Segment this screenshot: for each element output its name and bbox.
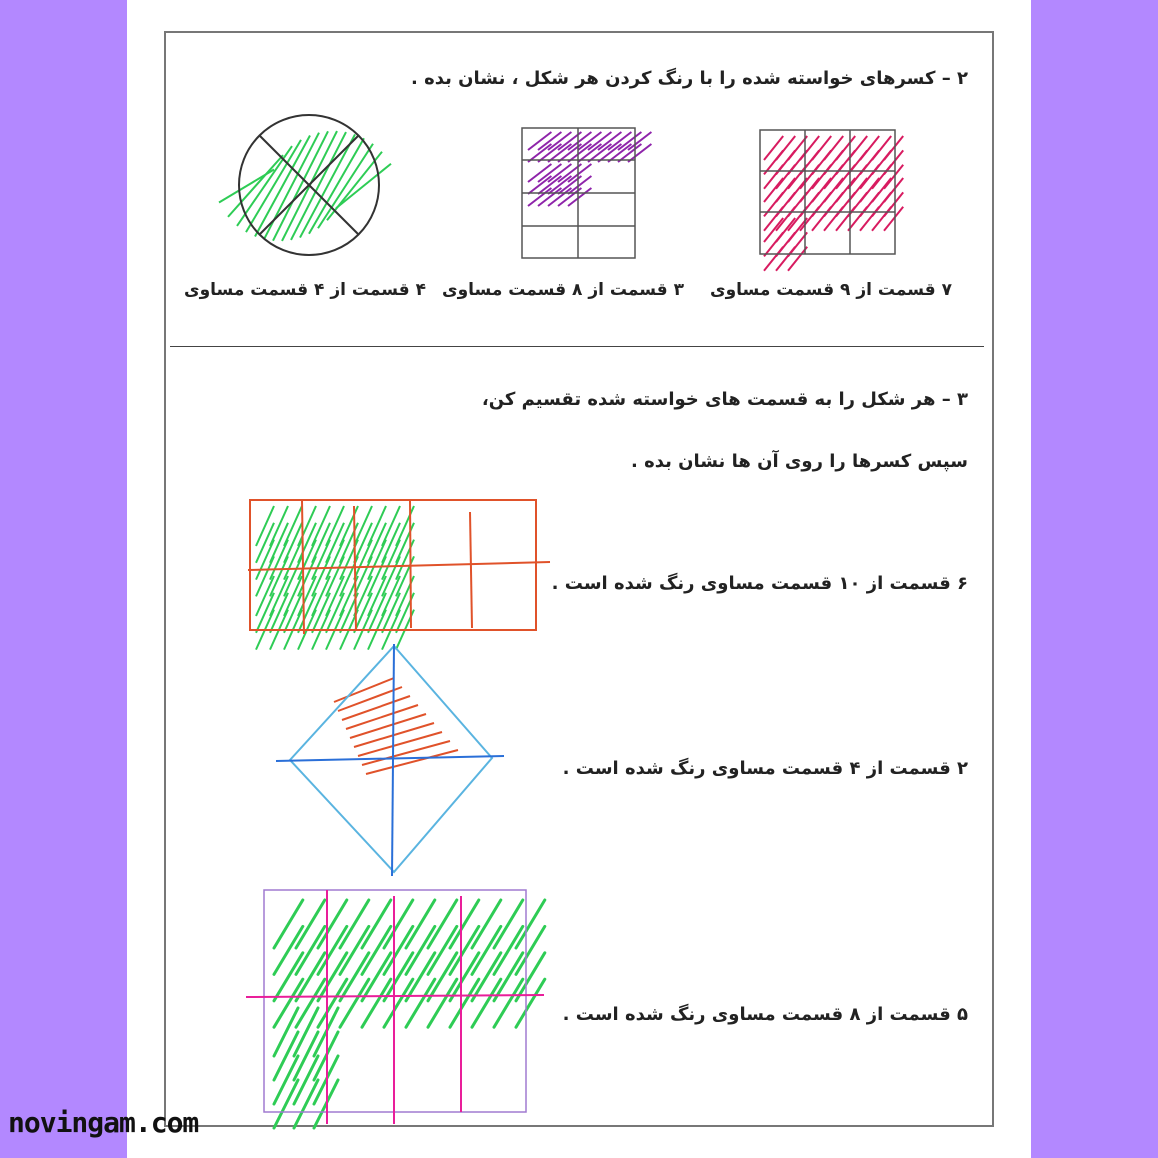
- hatch-stroke: [384, 953, 413, 1001]
- section-divider: [170, 346, 984, 347]
- hatch-stroke: [228, 155, 283, 217]
- hatch-stroke: [428, 953, 457, 1001]
- hatch-stroke: [764, 178, 783, 202]
- q3-diamond-4-parts: [274, 642, 508, 878]
- q3-heading: ۳ – هر شکل را به قسمت های خواسته شده تقسیم کن،: [481, 389, 968, 410]
- hatch-stroke: [450, 953, 479, 1001]
- hatch-stroke: [338, 687, 402, 711]
- hatch-stroke: [334, 678, 394, 702]
- hatch-stroke: [384, 979, 413, 1027]
- hatch-stroke: [274, 926, 303, 974]
- hatch-stroke: [516, 979, 545, 1027]
- hatch-stroke: [428, 979, 457, 1027]
- hatch-stroke: [824, 136, 843, 160]
- hatch-stroke: [362, 979, 391, 1027]
- q3-subheading: سپس کسرها را روی آن ها نشان بده .: [630, 451, 968, 472]
- hatch-stroke: [256, 576, 274, 616]
- hatch-stroke: [764, 136, 783, 160]
- hatch-stroke: [516, 900, 545, 948]
- hatch-stroke: [764, 218, 783, 242]
- hatch-stroke: [406, 953, 435, 1001]
- hatch-stroke: [776, 178, 795, 202]
- q2-circle-figure: [232, 108, 388, 238]
- hatch-stroke: [450, 979, 479, 1027]
- q3-item1-text: ۶ قسمت از ۱۰ قسمت مساوی رنگ شده است .: [551, 573, 968, 594]
- hatch-stroke: [776, 136, 795, 160]
- hatch-stroke: [340, 979, 369, 1027]
- hatch-stroke: [848, 178, 867, 202]
- hatch-stroke: [318, 953, 347, 1001]
- hatch-stroke: [450, 900, 479, 948]
- hatch-stroke: [836, 178, 855, 202]
- hatch-stroke: [472, 900, 501, 948]
- q2-grid-3x3-figure: [750, 128, 900, 258]
- hatch-stroke: [428, 900, 457, 948]
- hatch-stroke: [362, 900, 391, 948]
- hatch-stroke: [860, 178, 879, 202]
- hatch-stroke: [358, 732, 442, 756]
- q2-label-middle: ۳ قسمت از ۸ قسمت مساوی: [442, 280, 684, 300]
- q2-heading: ۲ – کسرهای خواسته شده را با رنگ کردن هر شکل ، نشان بده .: [410, 68, 968, 89]
- hatch-stroke: [362, 741, 450, 765]
- q3-rectangle-8-parts: [246, 886, 546, 1126]
- hatch-stroke: [350, 714, 426, 738]
- hatch-stroke: [494, 900, 523, 948]
- hatch-stroke: [406, 979, 435, 1027]
- hatch-stroke: [450, 926, 479, 974]
- hatch-stroke: [800, 136, 819, 160]
- hatch-stroke: [340, 953, 369, 1001]
- hatch-stroke: [516, 953, 545, 1001]
- hatch-stroke: [336, 164, 391, 209]
- hatch-stroke: [366, 750, 458, 774]
- hatch-stroke: [428, 926, 457, 974]
- hatch-stroke: [800, 178, 819, 202]
- hatch-stroke: [472, 953, 501, 1001]
- q2-label-right: ۷ قسمت از ۹ قسمت مساوی: [710, 280, 952, 300]
- hatch-stroke: [362, 953, 391, 1001]
- hatch-stroke: [860, 136, 879, 160]
- hatch-stroke: [812, 178, 831, 202]
- hatch-stroke: [296, 926, 325, 974]
- site-watermark: novingam.com: [8, 1106, 199, 1139]
- hatch-stroke: [340, 926, 369, 974]
- hatch-stroke: [274, 953, 303, 1001]
- hatch-stroke: [494, 953, 523, 1001]
- q2-grid-4x2-figure: [520, 126, 638, 260]
- hatch-stroke: [872, 178, 891, 202]
- hatch-stroke: [340, 900, 369, 948]
- hatch-stroke: [346, 705, 418, 729]
- hatch-stroke: [472, 926, 501, 974]
- hatch-stroke: [318, 926, 347, 974]
- hatch-stroke: [296, 900, 325, 948]
- hatch-stroke: [384, 926, 413, 974]
- hatch-stroke: [342, 696, 410, 720]
- hatch-stroke: [812, 136, 831, 160]
- hatch-stroke: [516, 926, 545, 974]
- hatch-stroke: [384, 900, 413, 948]
- q3-item3-text: ۵ قسمت از ۸ قسمت مساوی رنگ شده است .: [562, 1004, 968, 1025]
- q3-rectangle-10-parts: [248, 498, 553, 638]
- hatch-stroke: [406, 926, 435, 974]
- hatch-stroke: [274, 900, 303, 948]
- q3-item2-text: ۲ قسمت از ۴ قسمت مساوی رنگ شده است .: [562, 758, 968, 779]
- hatch-stroke: [274, 1008, 298, 1056]
- hatch-stroke: [472, 979, 501, 1027]
- hatch-stroke: [274, 979, 303, 1027]
- hatch-stroke: [362, 926, 391, 974]
- hatch-stroke: [494, 926, 523, 974]
- hatch-stroke: [824, 178, 843, 202]
- hatch-stroke: [848, 136, 867, 160]
- hatch-stroke: [318, 900, 347, 948]
- q2-label-left: ۴ قسمت از ۴ قسمت مساوی: [184, 280, 426, 300]
- hatch-stroke: [836, 136, 855, 160]
- hatch-stroke: [256, 506, 274, 546]
- hatch-stroke: [406, 900, 435, 948]
- hatch-stroke: [494, 979, 523, 1027]
- hatch-stroke: [296, 953, 325, 1001]
- hatch-stroke: [872, 136, 891, 160]
- hatch-stroke: [776, 218, 795, 242]
